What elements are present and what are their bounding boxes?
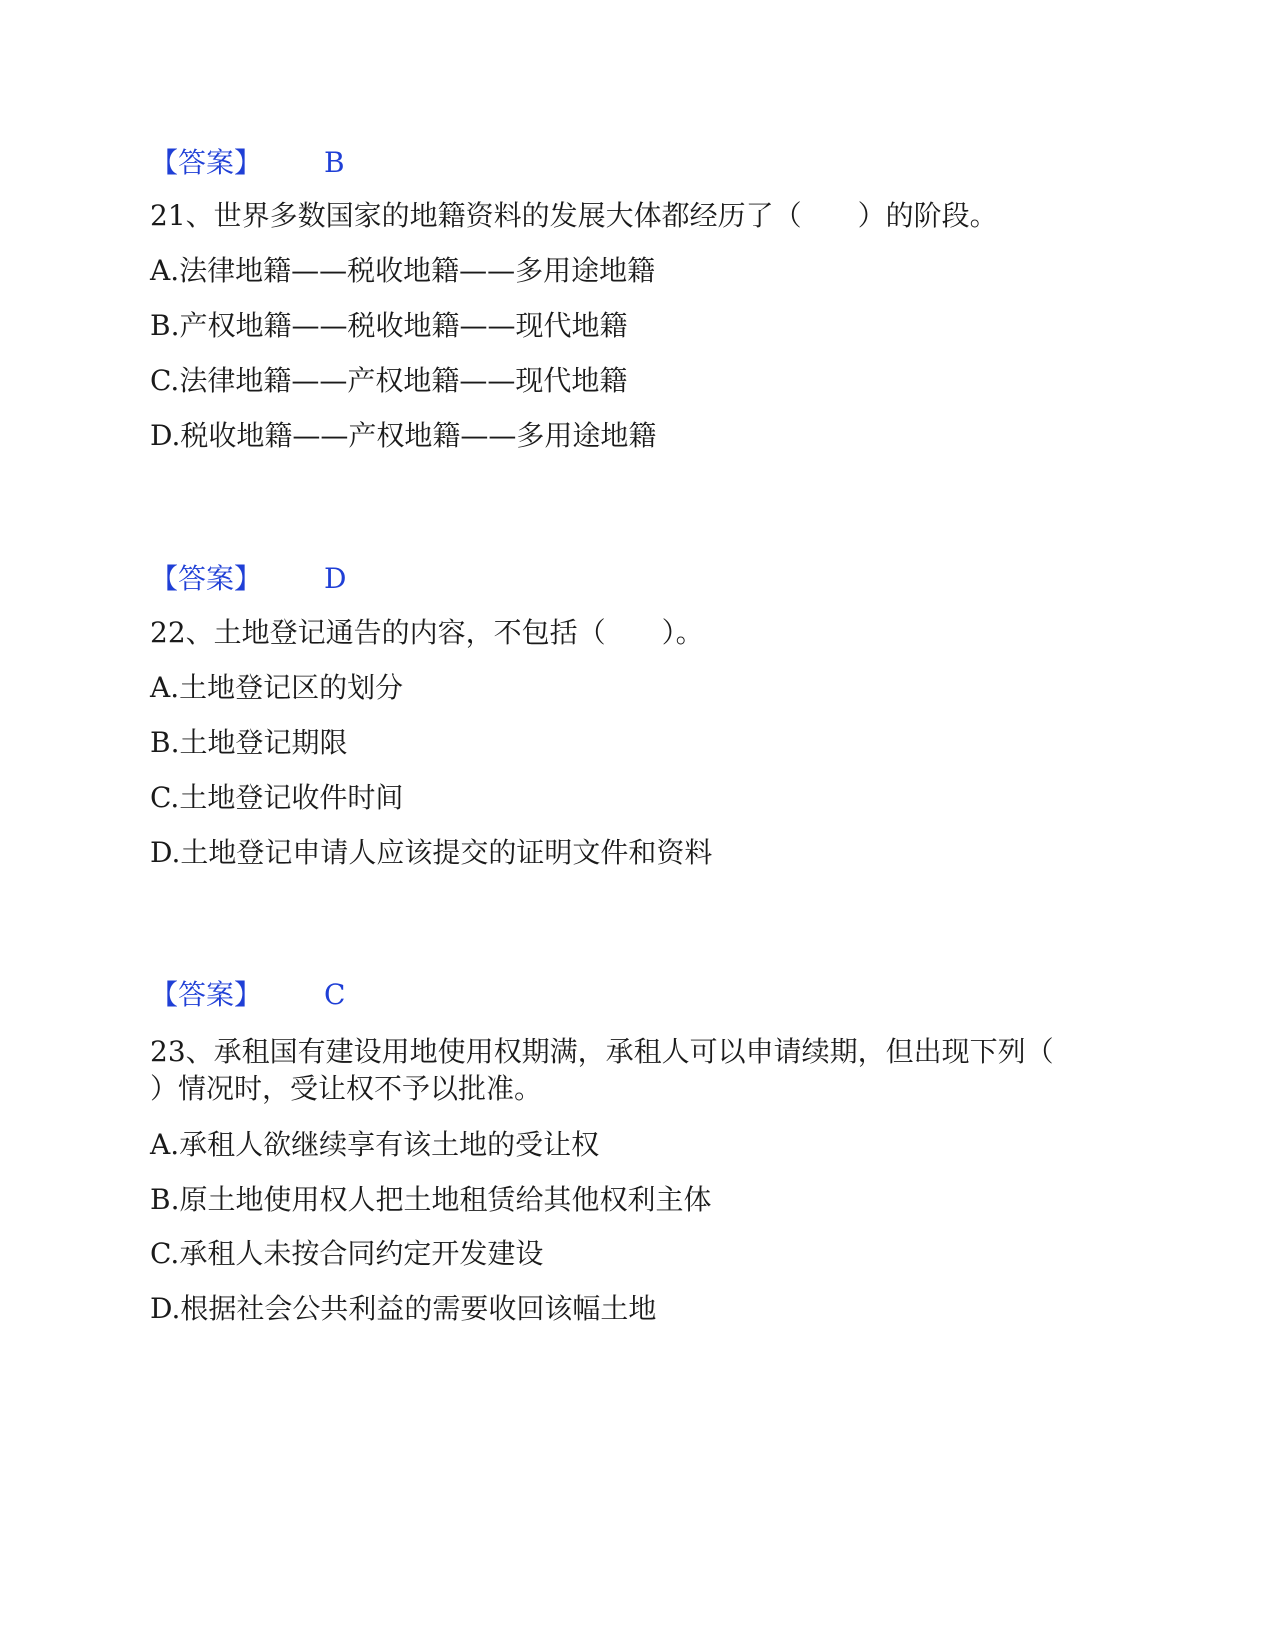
answer-line (150, 561, 346, 597)
answer-line (150, 977, 345, 1013)
answer-value: B (324, 146, 345, 179)
answer-label: 【答案】 (150, 978, 263, 1011)
option-b: B.产权地籍——税收地籍——现代地籍 (150, 309, 628, 342)
question-text-line-2: ）情况时，受让权不予以批准。 (150, 1072, 543, 1105)
option-c: C.法律地籍——产权地籍——现代地籍 (150, 364, 628, 397)
option-b: B.土地登记期限 (150, 726, 348, 759)
option-d: D.根据社会公共利益的需要收回该幅土地 (150, 1292, 657, 1325)
question-text-line-1: 23、承租国有建设用地使用权期满，承租人可以申请续期，但出现下列（ (150, 1035, 1054, 1068)
answer-label: 【答案】 (150, 562, 263, 595)
option-a: A.承租人欲继续享有该土地的受让权 (150, 1128, 600, 1161)
option-b: B.原土地使用权人把土地租赁给其他权利主体 (150, 1183, 712, 1216)
answer-label: 【答案】 (150, 146, 263, 179)
option-d: D.税收地籍——产权地籍——多用途地籍 (150, 419, 657, 452)
answer-value: C (324, 978, 346, 1011)
question-text: 21、世界多数国家的地籍资料的发展大体都经历了（ ）的阶段。 (150, 199, 998, 232)
option-c: C.承租人未按合同约定开发建设 (150, 1237, 544, 1270)
question-text: 22、土地登记通告的内容，不包括（ ）。 (150, 616, 704, 649)
option-a: A.土地登记区的划分 (150, 671, 404, 704)
answer-value: D (324, 562, 347, 595)
option-a: A.法律地籍——税收地籍——多用途地籍 (150, 254, 656, 287)
option-d: D.土地登记申请人应该提交的证明文件和资料 (150, 836, 713, 869)
answer-line (150, 145, 345, 181)
option-c: C.土地登记收件时间 (150, 781, 404, 814)
